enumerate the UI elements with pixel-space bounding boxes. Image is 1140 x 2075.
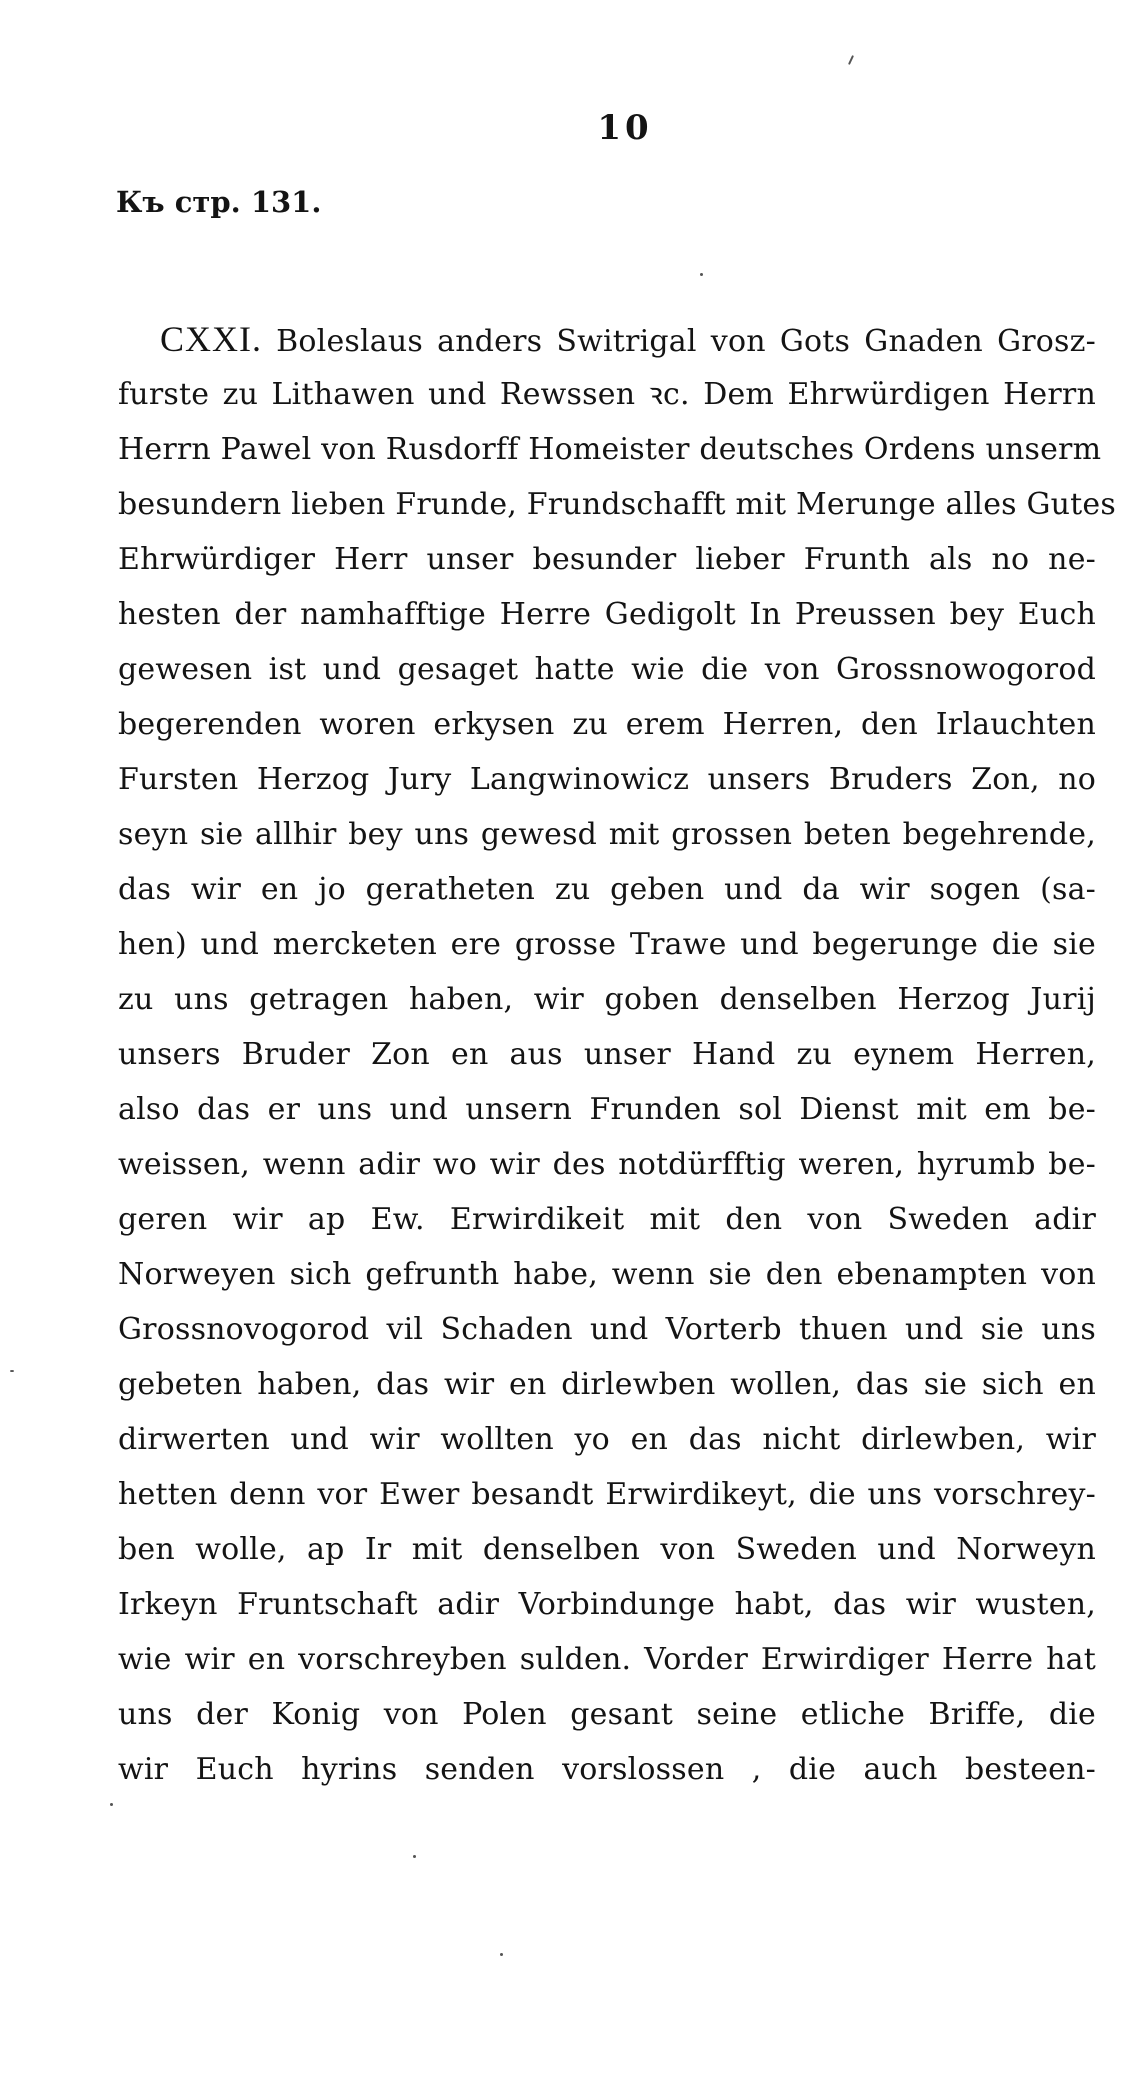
text-line: furste zu Lithawen und Rewssen ꝛc. Dem Ehrwürdigen Herrn	[118, 377, 1096, 412]
text-line: Irkeyn Fruntschaft adir Vorbindunge habt, das wir wusten,	[118, 1587, 1096, 1622]
text-line: Grossnovogorod vil Schaden und Vorterb thuen und sie uns	[118, 1312, 1096, 1347]
text-line: wir Euch hyrins senden vorslossen , die auch besteen-	[118, 1752, 1096, 1787]
text-line: hen) und mercketen ere grosse Trawe und begerunge die sie	[118, 927, 1096, 962]
text-line: hesten der namhafftige Herre Gedigolt In Preussen bey Euch	[118, 597, 1096, 632]
text-line: Ehrwürdiger Herr unser besunder lieber Frunth als no ne-	[118, 542, 1096, 577]
text-line: gebeten haben, das wir en dirlewben wollen, das sie sich en	[118, 1367, 1096, 1402]
scan-speck	[700, 273, 703, 276]
text-line: besundern lieben Frunde, Frundschafft mit Merunge alles Gutes	[118, 487, 1116, 522]
text-line: weissen, wenn adir wo wir des notdürfftig weren, hyrumb be-	[118, 1147, 1096, 1182]
scan-speck	[10, 1370, 14, 1372]
text-line: hetten denn vor Ewer besandt Erwirdikeyt, die uns vorschrey-	[118, 1477, 1096, 1512]
text-line: also das er uns und unsern Frunden sol Dienst mit em be-	[118, 1092, 1096, 1127]
page-number: 10	[597, 108, 653, 148]
text-line	[118, 312, 1096, 367]
text-line: unsers Bruder Zon en aus unser Hand zu eynem Herren,	[118, 1037, 1096, 1072]
document-numeral: CXXI.	[160, 319, 262, 359]
text-line: Norweyen sich gefrunth habe, wenn sie den ebenampten von	[118, 1257, 1096, 1292]
text-line: das wir en jo geratheten zu geben und da wir sogen (sa-	[118, 872, 1096, 907]
text-line: begerenden woren erkysen zu erem Herren, den Irlauchten	[118, 707, 1096, 742]
text-line: uns der Konig von Polen gesant seine etliche Briffe, die	[118, 1697, 1096, 1732]
page-reference: Къ стр. 131.	[116, 185, 322, 219]
scan-speck	[110, 1803, 113, 1806]
scan-speck	[500, 1953, 503, 1956]
scan-speck	[413, 1855, 416, 1858]
text-line: ben wolle, ap Ir mit denselben von Sweden und Norweyn	[118, 1532, 1096, 1567]
text-line: gewesen ist und gesaget hatte wie die von Grossnowogorod	[118, 652, 1096, 687]
text-line: wie wir en vorschreyben sulden. Vorder Erwirdiger Herre hat	[118, 1642, 1096, 1677]
text-line: Herrn Pawel von Rusdorff Homeister deutsches Ordens unserm	[118, 432, 1102, 467]
document-body	[118, 312, 1116, 1797]
text-line: Fursten Herzog Jury Langwinowicz unsers Bruders Zon, no	[118, 762, 1096, 797]
text-line: seyn sie allhir bey uns gewesd mit grossen beten begehrende,	[118, 817, 1096, 852]
scan-speck	[848, 55, 854, 65]
text-line: geren wir ap Ew. Erwirdikeit mit den von Sweden adir	[118, 1202, 1096, 1237]
text-line: dirwerten und wir wollten yo en das nicht dirlewben, wir	[118, 1422, 1096, 1457]
text-line-content: Boleslaus anders Switrigal von Gots Gnaden Grosz-	[276, 324, 1096, 359]
text-line: zu uns getragen haben, wir goben denselben Herzog Jurij	[118, 982, 1096, 1017]
